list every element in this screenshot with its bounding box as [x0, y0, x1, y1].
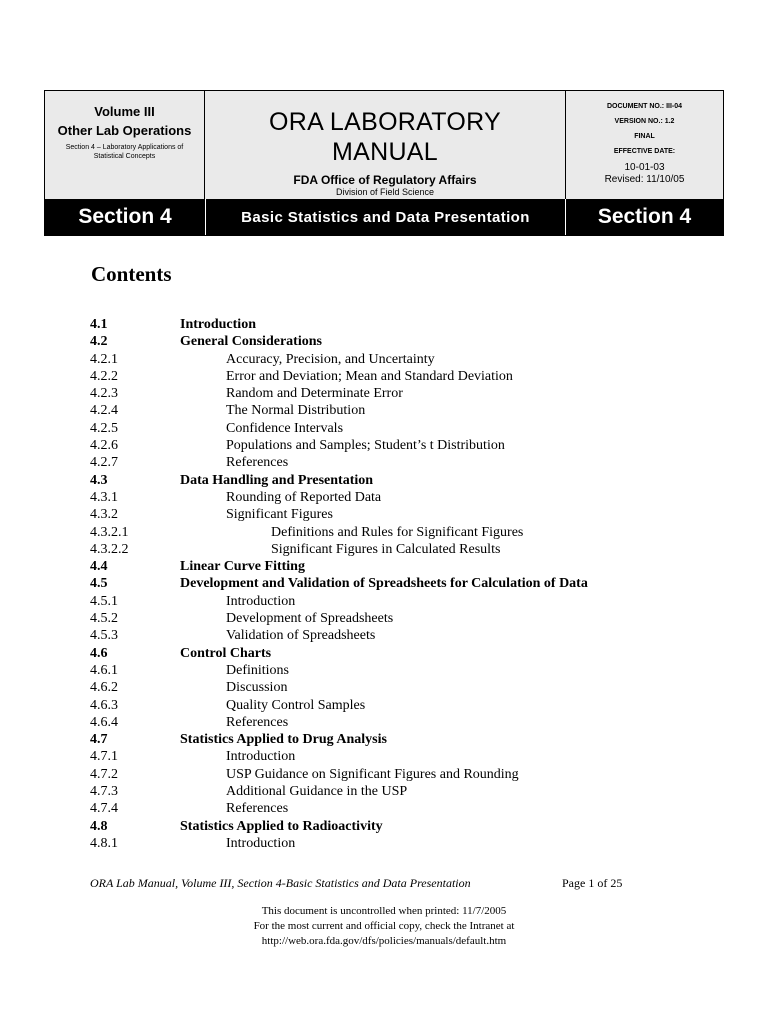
toc-entry-number: 4.2.1 — [90, 351, 118, 367]
toc-entry[interactable] — [90, 662, 690, 679]
toc-entry-number: 4.8.1 — [90, 835, 118, 851]
notice-url[interactable]: http://web.ora.fda.gov/dfs/policies/manuals/default.htm — [261, 935, 507, 947]
toc-entry[interactable] — [90, 593, 690, 610]
toc-entry-number: 4.6.2 — [90, 680, 118, 696]
header-title-cell — [205, 91, 566, 199]
toc-entry-label: Populations and Samples; Student’s t Distribution — [226, 438, 505, 454]
toc-entry-number: 4.2.2 — [90, 368, 118, 384]
toc-entry-number: 4.5.3 — [90, 628, 118, 644]
toc-entry[interactable] — [90, 402, 690, 419]
toc-entry[interactable] — [90, 558, 690, 575]
revised-date: Revised: 11/10/05 — [604, 174, 685, 185]
toc-entry-label: Rounding of Reported Data — [226, 489, 382, 505]
uncontrolled-notice — [0, 904, 768, 949]
toc-entry[interactable] — [90, 368, 690, 385]
toc-entry-label: Random and Determinate Error — [226, 386, 403, 402]
toc-entry[interactable] — [90, 333, 690, 350]
toc-entry[interactable] — [90, 575, 690, 592]
toc-entry-label: Additional Guidance in the USP — [226, 784, 408, 800]
toc-entry[interactable] — [90, 351, 690, 368]
effective-date: 10-01-03 — [624, 162, 665, 173]
toc-entry-label: Introduction — [226, 835, 296, 851]
other-ops-label: Other Lab Operations — [57, 123, 192, 138]
toc-entry-number: 4.8 — [90, 818, 108, 834]
toc-entry-number: 4.6.4 — [90, 714, 118, 730]
volume-label: Volume III — [94, 104, 155, 119]
notice-line-2: For the most current and official copy, check the Intranet at — [253, 920, 515, 932]
toc-entry[interactable] — [90, 835, 690, 852]
toc-entry-label: Development and Validation of Spreadsheets for Calculation of Data — [180, 576, 588, 592]
toc-entry-number: 4.7.1 — [90, 749, 118, 765]
toc-entry-number: 4.2.4 — [90, 403, 118, 419]
header-volume-cell — [45, 91, 205, 199]
toc-entry-label: USP Guidance on Significant Figures and Rounding — [226, 766, 519, 782]
contents-heading: Contents — [91, 262, 172, 286]
toc-entry-label: Introduction — [180, 317, 256, 332]
toc-entry-number: 4.2 — [90, 334, 108, 350]
toc-entry[interactable] — [90, 627, 690, 644]
toc-entry-label: General Considerations — [180, 334, 322, 350]
toc-entry-label: Error and Deviation; Mean and Standard Deviation — [226, 368, 513, 384]
final-label: FINAL — [634, 133, 655, 140]
toc-entry-label: Control Charts — [180, 645, 272, 661]
division-label: Division of Field Science — [335, 187, 435, 197]
document-number: DOCUMENT NO.: III-04 — [606, 103, 683, 110]
toc-entry[interactable] — [90, 783, 690, 800]
toc-entry[interactable] — [90, 524, 690, 541]
toc-entry-label: Accuracy, Precision, and Uncertainty — [226, 351, 435, 367]
toc-entry-number: 4.7.4 — [90, 801, 118, 817]
header-document-info-cell — [566, 91, 723, 199]
toc-entry-label: Significant Figures in Calculated Results — [271, 541, 501, 557]
section-description: Section 4 – Laboratory Applications of Statistical Concepts — [65, 144, 184, 160]
header-top-row — [45, 91, 723, 199]
toc-entry[interactable] — [90, 697, 690, 714]
version-number: VERSION NO.: 1.2 — [614, 118, 675, 125]
toc-entry-number: 4.7.3 — [90, 784, 118, 800]
toc-entry-label: Linear Curve Fitting — [180, 559, 305, 575]
toc-entry[interactable] — [90, 420, 690, 437]
toc-entry-number: 4.4 — [90, 559, 108, 575]
toc-entry[interactable] — [90, 489, 690, 506]
toc-entry[interactable] — [90, 748, 690, 765]
toc-entry-number: 4.7 — [90, 732, 108, 748]
section-label-right: Section 4 — [597, 205, 692, 228]
toc-entry-number: 4.6 — [90, 645, 108, 661]
toc-entry-number: 4.3.2.2 — [90, 541, 129, 557]
office-label: FDA Office of Regulatory Affairs — [293, 173, 477, 187]
toc-entry-number: 4.6.3 — [90, 697, 118, 713]
toc-entry-number: 4.2.7 — [90, 455, 118, 471]
toc-entry[interactable] — [90, 437, 690, 454]
toc-entry-label: Statistics Applied to Drug Analysis — [180, 732, 387, 748]
toc-entry[interactable] — [90, 679, 690, 696]
toc-entry-number: 4.5.1 — [90, 593, 118, 609]
toc-entry-number: 4.2.6 — [90, 438, 118, 454]
toc-entry[interactable] — [90, 818, 690, 835]
toc-entry-number: 4.2.5 — [90, 420, 118, 436]
toc-entry-number: 4.3.1 — [90, 489, 118, 505]
toc-entry[interactable] — [90, 506, 690, 523]
table-of-contents — [90, 316, 690, 852]
section-bar — [45, 199, 723, 235]
toc-entry[interactable] — [90, 610, 690, 627]
section-label-left: Section 4 — [78, 205, 172, 228]
notice-line-1: This document is uncontrolled when printed: 11/7/2005 — [261, 905, 507, 917]
toc-entry-number: 4.3.2.1 — [90, 524, 129, 540]
toc-entry-label: References — [226, 455, 289, 471]
toc-entry-label: Significant Figures — [226, 507, 333, 523]
toc-entry-label: Introduction — [226, 593, 296, 609]
toc-entry[interactable] — [90, 714, 690, 731]
toc-entry-number: 4.3 — [90, 472, 108, 488]
document-header — [44, 90, 724, 236]
section-title: Basic Statistics and Data Presentation — [205, 199, 566, 235]
footer-document-title: ORA Lab Manual, Volume III, Section 4-Basic Statistics and Data Presentation — [90, 876, 471, 890]
toc-entry[interactable] — [90, 385, 690, 402]
toc-entry-label: Discussion — [226, 680, 288, 696]
toc-entry-label: Definitions and Rules for Significant Figures — [271, 524, 524, 540]
toc-entry-label: The Normal Distribution — [226, 403, 366, 419]
toc-entry-number: 4.5 — [90, 576, 108, 592]
toc-entry-label: Data Handling and Presentation — [180, 472, 374, 488]
toc-entry-label: Confidence Intervals — [226, 420, 344, 436]
toc-entry[interactable] — [90, 766, 690, 783]
toc-entry-label: Development of Spreadsheets — [226, 611, 394, 627]
toc-entry-label: Validation of Spreadsheets — [226, 628, 376, 644]
toc-entry[interactable] — [90, 454, 690, 471]
toc-entry[interactable] — [90, 731, 690, 748]
toc-entry[interactable] — [90, 645, 690, 662]
toc-entry-label: Quality Control Samples — [226, 697, 366, 713]
toc-entry-number: 4.3.2 — [90, 507, 118, 523]
toc-entry-number: 4.1 — [90, 317, 108, 332]
toc-entry-number: 4.2.3 — [90, 386, 118, 402]
toc-entry-number: 4.7.2 — [90, 766, 118, 782]
toc-entry-label: References — [226, 801, 289, 817]
toc-entry[interactable] — [90, 316, 690, 333]
toc-entry-label: Introduction — [226, 749, 296, 765]
manual-title-line1: ORA LABORATORY — [268, 108, 502, 136]
effective-date-label: EFFECTIVE DATE: — [613, 148, 676, 155]
toc-entry-number: 4.5.2 — [90, 611, 118, 627]
toc-entry-number: 4.6.1 — [90, 662, 118, 678]
page-number: Page 1 of 25 — [562, 876, 623, 890]
manual-title-line2: MANUAL — [332, 138, 438, 166]
toc-entry[interactable] — [90, 800, 690, 817]
toc-entry[interactable] — [90, 541, 690, 558]
toc-entry-label: Statistics Applied to Radioactivity — [180, 818, 383, 834]
toc-entry[interactable] — [90, 472, 690, 489]
toc-entry-label: References — [226, 714, 289, 730]
toc-entry-label: Definitions — [226, 662, 289, 678]
